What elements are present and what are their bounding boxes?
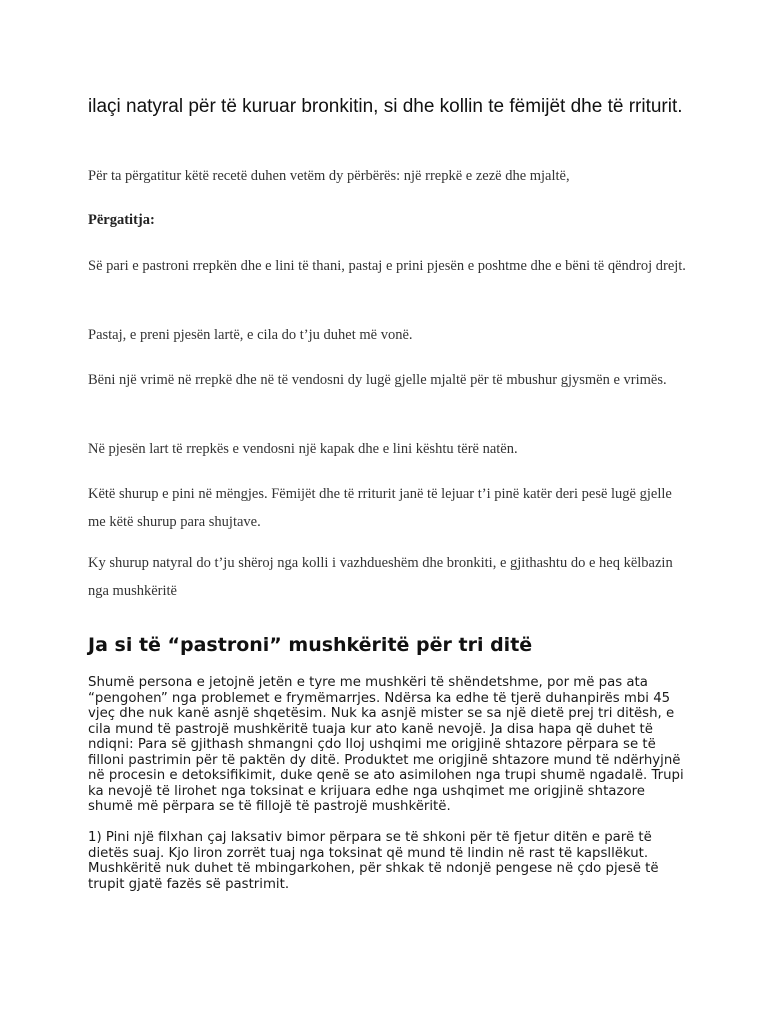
recipe-step-6: Ky shurup natyral do t’ju shëroj nga kolli i vazhdueshëm dhe bronkiti, e gjithashtu do e heq këlbazin nga mushkëritë [88,555,673,599]
recipe-step-4: Në pjesën lart të rrepkës e vendosni një kapak dhe e lini kështu tërë natën. [88,441,518,457]
section-heading: Ja si të “pastroni” mushkëritë për tri ditë [88,634,533,656]
preparation-heading: Përgatitja: [88,212,155,228]
recipe-step-1: Së pari e pastroni rrepkën dhe e lini të thani, pastaj e prini pjesën e poshtme dhe e bëni të qëndroj drejt. [88,258,686,274]
section-paragraph-2: 1) Pini një filxhan çaj laksativ bimor përpara se të shkoni për të fjetur ditën e parë të dietës suaj. Kjo liron zorrët tuaj nga toksinat që mund të lindin në rast të kapsllëkut. Mushkëritë nuk duhet të mbingarkohen, për shkak të ndonjë pengese në çdo pjesë të trupit gjatë fazës së pastrimit. [88,830,659,892]
section-paragraph-1: Shumë persona e jetojnë jetën e tyre me mushkëri të shëndetshme, por më pas ata “pengohen” nga problemet e frymëmarrjes. Ndërsa ka edhe të tjerë duhanpirës mbi 45 vjeç dhe nuk kanë asnjë shqetësim. Nuk ka asnjë mister se sa një dietë prej tri ditësh, e cila mund të pastrojë mushkëritë tuaja kur ato kanë nevojë. Ja disa hapa që duhet të ndiqni: Para së gjithash shmangni çdo lloj ushqimi me origjinë shtazore përpara se të filloni pastrimin për të paktën dy ditë. Produktet me origjinë shtazore mund të ndërhyjnë në procesin e detoksifikimit, duke qenë se ato asimilohen nga trupi shumë ngadalë. Trupi ka nevojë të lirohet nga toksinat e krijuara edhe nga ushqimet me origjinë shtazore shumë më përpara se të fillojë të pastrojë mushkëritë. [88,675,684,814]
recipe-step-2: Pastaj, e preni pjesën lartë, e cila do t’ju duhet më vonë. [88,327,413,343]
document-title: ilaçi natyral për të kuruar bronkitin, si dhe kollin te fëmijët dhe të rriturit. [88,96,683,117]
recipe-step-5: Këtë shurup e pini në mëngjes. Fëmijët dhe të rriturit janë të lejuar t’i pinë katër deri pesë lugë gjelle me këtë shurup para shujtave. [88,486,672,530]
recipe-step-3: Bëni një vrimë në rrepkë dhe në të vendosni dy lugë gjelle mjaltë për të mbushur gjysmën e vrimës. [88,372,667,388]
recipe-intro: Për ta përgatitur këtë recetë duhen vetëm dy përbërës: një rrepkë e zezë dhe mjaltë, [88,168,570,184]
